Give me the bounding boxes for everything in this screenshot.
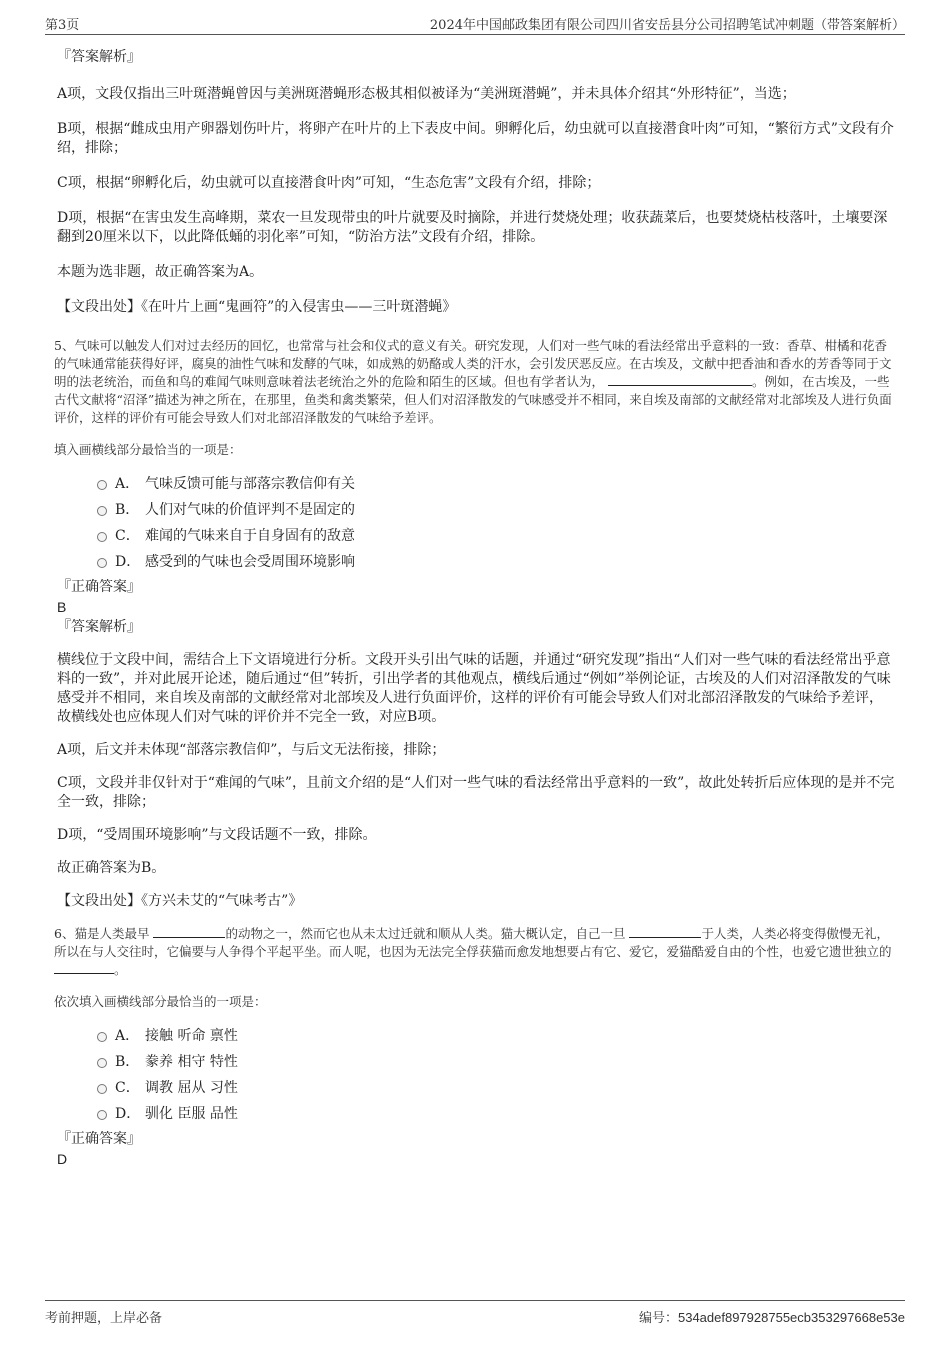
footer-slogan: 考前押题，上岸必备 [45,1311,163,1326]
q5-analysis-label: 『答案解析』 [57,619,141,635]
radio-icon[interactable] [97,1032,107,1042]
q5-source: 【文段出处】《方兴未艾的“气味考古”》 [57,893,303,909]
radio-icon[interactable] [97,558,107,568]
q6-option-c[interactable]: C． 调教 屈从 习性 [57,1077,895,1103]
q5-stem-part2: 。例如，在古埃及，一些古代文献将“沼泽”描述为神之所在，在那里，鱼类和禽类繁荣，但人们对沼泽散发的气味感受并不相同，来自埃及南部的文献经常对北部埃及人进行负面评价，这样的评价有可能会导致人们对北部沼泽散发的气味给予差评。 [54,374,892,425]
radio-icon[interactable] [97,1110,107,1120]
page-content [54,40,895,1169]
q6-answer: D [57,1151,68,1167]
radio-icon[interactable] [97,1058,107,1068]
page-footer [45,1300,905,1326]
radio-icon[interactable] [97,532,107,542]
q4-source: 【文段出处】《在叶片上画“鬼画符”的入侵害虫——三叶斑潜蝇》 [57,299,457,315]
q5-analysis-main: 横线位于文段中间，需结合上下文语境进行分析。文段开头引出气味的话题，并通过“研究发现”指出“人们对一些气味的看法经常出乎意料的一致”，并对此展开论述，随后通过“但”转折，引出学者的其他观点，横线后通过“例如”举例论证，古埃及的人们对沼泽散发的气味感受并不相同，来自埃及南部的文献经常对北部埃及人进行负面评价，这样的评价有可能会导致人们对北部沼泽散发的气味给予差评，故横线处也应体现人们对气味的评价并不完全一致，对应B项。 [57,652,891,725]
q6-blank-1[interactable] [153,925,225,938]
q6-option-b[interactable]: B． 豢养 相守 特性 [57,1051,895,1077]
q5-answer-label: 『正确答案』 [57,579,141,595]
page-number: 第3页 [45,18,80,33]
q6-blank-2[interactable] [629,925,701,938]
page-header [45,14,905,35]
q6-blank-3[interactable] [54,961,114,974]
q6-prompt: 依次填入画横线部分最恰当的一项是： [54,994,267,1009]
q5-blank-cont [680,373,752,386]
radio-icon[interactable] [97,1084,107,1094]
q5-analysis-d: D项，“受周围环境影响”与文段话题不一致，排除。 [57,827,377,843]
q4-analysis-label: 『答案解析』 [57,49,141,65]
q5-stem [54,337,895,427]
footer-code: 编号：534adef897928755ecb353297668e53e [638,1310,905,1326]
q5-option-d[interactable]: D． 感受到的气味也会受周围环境影响 [57,551,895,577]
q6-option-a[interactable]: A． 接触 听命 禀性 [57,1025,895,1051]
q6-stem: 6、猫是人类最早 的动物之一，然而它也从未太过迁就和顺从人类。猫大概认定，自己一旦 于人类，人类必将变得傲慢无礼，所以在与人交往时，它偏要与人争得个平起平坐。而人呢，也因为无法完全俘获猫而愈发地想要占有它、爱它，爱猫酷爱自由的个性，也爱它遗世独立的 。 [54,926,892,977]
q5-stem-part1: 5、气味可以触发人们对过去经历的回忆，也常常与社会和仪式的意义有关。研究发现，人们对一些气味的看法经常出乎意料的一致：香草、柑橘和花香的气味通常能获得好评，腐臭的油性气味和发酵的气味，如成熟的奶酪或人类的汗水，会引发厌恶反应。在古埃及，文献中把香油和香水的芳香等同于文明的法老统治，而鱼和鸟的难闻气味则意味着法老统治之外的危险和陌生的区域。但也有学者认为， [54,338,892,389]
q6-options [57,1025,895,1129]
q5-prompt: 填入画横线部分最恰当的一项是： [54,442,242,457]
q5-option-b[interactable]: B． 人们对气味的价值评判不是固定的 [57,499,895,525]
q5-answer: B [57,599,67,615]
q5-option-c[interactable]: C． 难闻的气味来自于自身固有的敌意 [57,525,895,551]
radio-icon[interactable] [97,480,107,490]
q6-option-d[interactable]: D． 驯化 臣服 品性 [57,1103,895,1129]
q4-analysis-d: D项，根据“在害虫发生高峰期，菜农一旦发现带虫的叶片就要及时摘除，并进行焚烧处理；收获蔬菜后，也要焚烧枯枝落叶，土壤要深翻到20厘米以下，以此降低蛹的羽化率”可知，“防治方法”文段有介绍，排除。 [57,210,888,245]
q4-analysis-a: A项，文段仅指出三叶斑潜蝇曾因与美洲斑潜蝇形态极其相似被译为“美洲斑潜蝇”，并未具体介绍其“外形特征”，当选； [57,86,796,102]
q5-analysis-a: A项，后文并未体现“部落宗教信仰”，与后文无法衔接，排除； [57,742,446,758]
q6-answer-label: 『正确答案』 [57,1131,141,1147]
q4-conclusion: 本题为选非题，故正确答案为A。 [57,264,264,280]
q5-option-a[interactable]: A． 气味反馈可能与部落宗教信仰有关 [57,473,895,499]
q5-blank[interactable] [608,373,680,386]
q5-analysis-c: C项，文段并非仅针对于“难闻的气味”，且前文介绍的是“人们对一些气味的看法经常出乎意料的一致”，故此处转折后应体现的是并不完全一致，排除； [57,775,895,810]
q4-analysis-b: B项，根据“雌成虫用产卵器划伤叶片，将卵产在叶片的上下表皮中间。卵孵化后，幼虫就可以直接潜食叶肉”可知，“繁衍方式”文段有介绍，排除； [57,121,894,156]
document-title: 2024年中国邮政集团有限公司四川省安岳县分公司招聘笔试冲刺题（带答案解析） [429,18,905,33]
q5-conclusion: 故正确答案为B。 [57,860,166,876]
radio-icon[interactable] [97,506,107,516]
q4-analysis-c: C项，根据“卵孵化后，幼虫就可以直接潜食叶肉”可知，“生态危害”文段有介绍，排除； [57,175,601,191]
q5-options [57,473,895,577]
